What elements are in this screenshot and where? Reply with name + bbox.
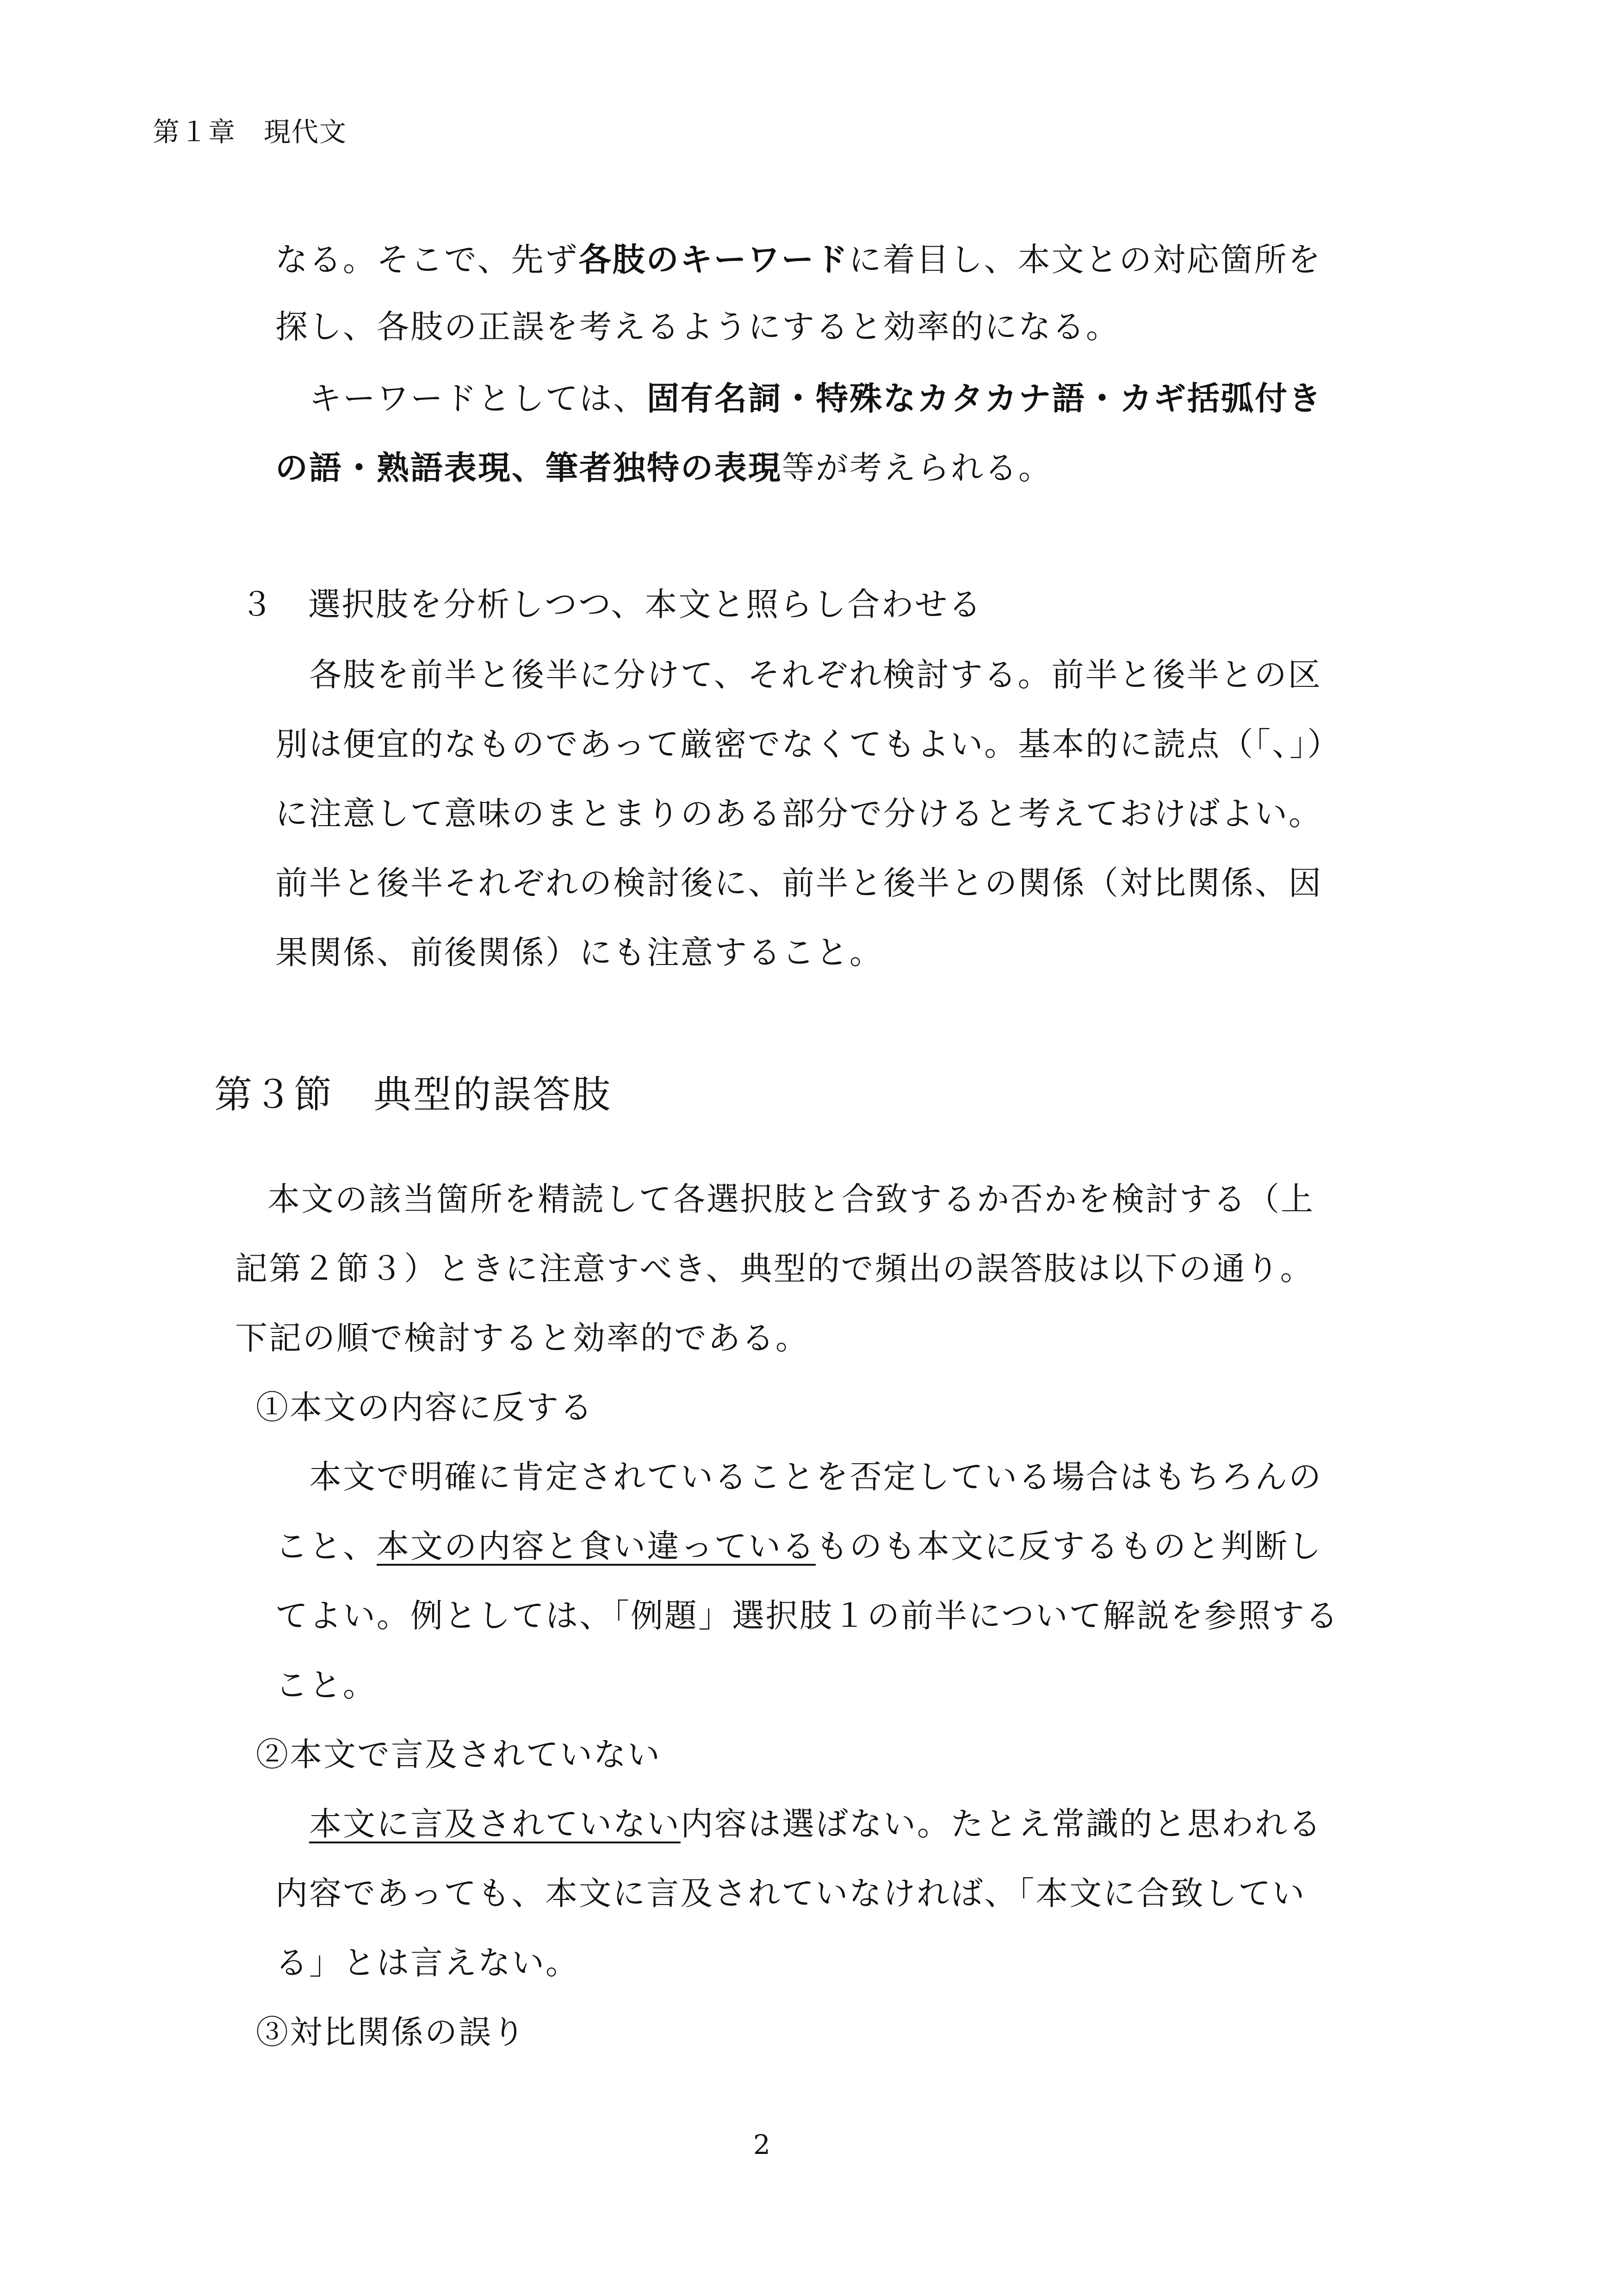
text-line: 下記の順で検討すると効率的である。 [235,1319,809,1357]
text-line [275,1520,1322,1567]
text-line: てよい。例としては、「例題」選択肢１の前半について解説を参照する [275,1597,1339,1635]
section-heading: 第３節 典型的誤答肢 [214,1073,613,1117]
text-span: キーワードとしては、 [275,380,647,417]
bold-keyword: 固有名詞・特殊なカタカナ語・カギ括弧付き [647,380,1322,417]
bold-keyword: 各肢のキーワード [578,241,849,279]
text-span: こと、 [275,1527,377,1565]
list-item-title: ③対比関係の誤り [256,2013,526,2051]
text-line: こと。 [275,1666,377,1704]
text-line: 各肢を前半と後半に分けて、それぞれ検討する。前半と後半との区 [275,656,1322,694]
bold-keyword: の語・熟語表現、筆者独特の表現 [275,449,782,487]
text-line: 果関係、前後関係）にも注意すること。 [275,933,883,971]
text-line: 内容であっても、本文に言及されていなければ、「本文に合致してい [275,1874,1306,1912]
text-line: 本文の該当箇所を精読して各選択肢と合致するか否かを検討する（上 [267,1180,1314,1218]
text-line [275,442,1052,489]
underlined-phrase: 本文の内容と食い違っている [377,1527,816,1565]
text-span: に着目し、本文との対応箇所を [849,241,1322,279]
text-line: 前半と後半それぞれの検討後に、前半と後半との関係（対比関係、因 [275,864,1322,902]
text-span: 内容は選ばない。たとえ常識的と思われる [681,1805,1322,1843]
list-item-title: ３ 選択肢を分析しつつ、本文と照らし合わせる [241,585,983,623]
running-header: 第１章 現代文 [153,116,347,148]
underlined-phrase: 本文に言及されていない [309,1805,681,1843]
text-line [275,373,1322,419]
text-line [275,1798,1322,1845]
text-line: 記第２節３）ときに注意すべき、典型的で頻出の誤答肢は以下の通り。 [235,1250,1314,1288]
text-span [275,1805,309,1843]
text-span: ものも本文に反するものと判断し [816,1527,1322,1565]
text-line: る」とは言えない。 [275,1944,579,1982]
text-line: 別は便宜的なものであって厳密でなくてもよい。基本的に読点（「、」） [275,725,1341,763]
list-item-title: ②本文で言及されていない [256,1736,661,1773]
text-line: 探し、各肢の正誤を考えるようにすると効率的になる。 [275,308,1120,346]
page-number: 2 [753,2129,770,2160]
text-span: 等が考えられる。 [782,449,1052,487]
text-span: なる。そこで、先ず [275,241,579,279]
text-line: 本文で明確に肯定されていることを否定している場合はもちろんの [275,1458,1322,1496]
list-item-title: ①本文の内容に反する [256,1388,594,1426]
text-line: に注意して意味のまとまりのある部分で分けると考えておけばよい。 [275,795,1322,833]
text-line [275,234,1322,280]
